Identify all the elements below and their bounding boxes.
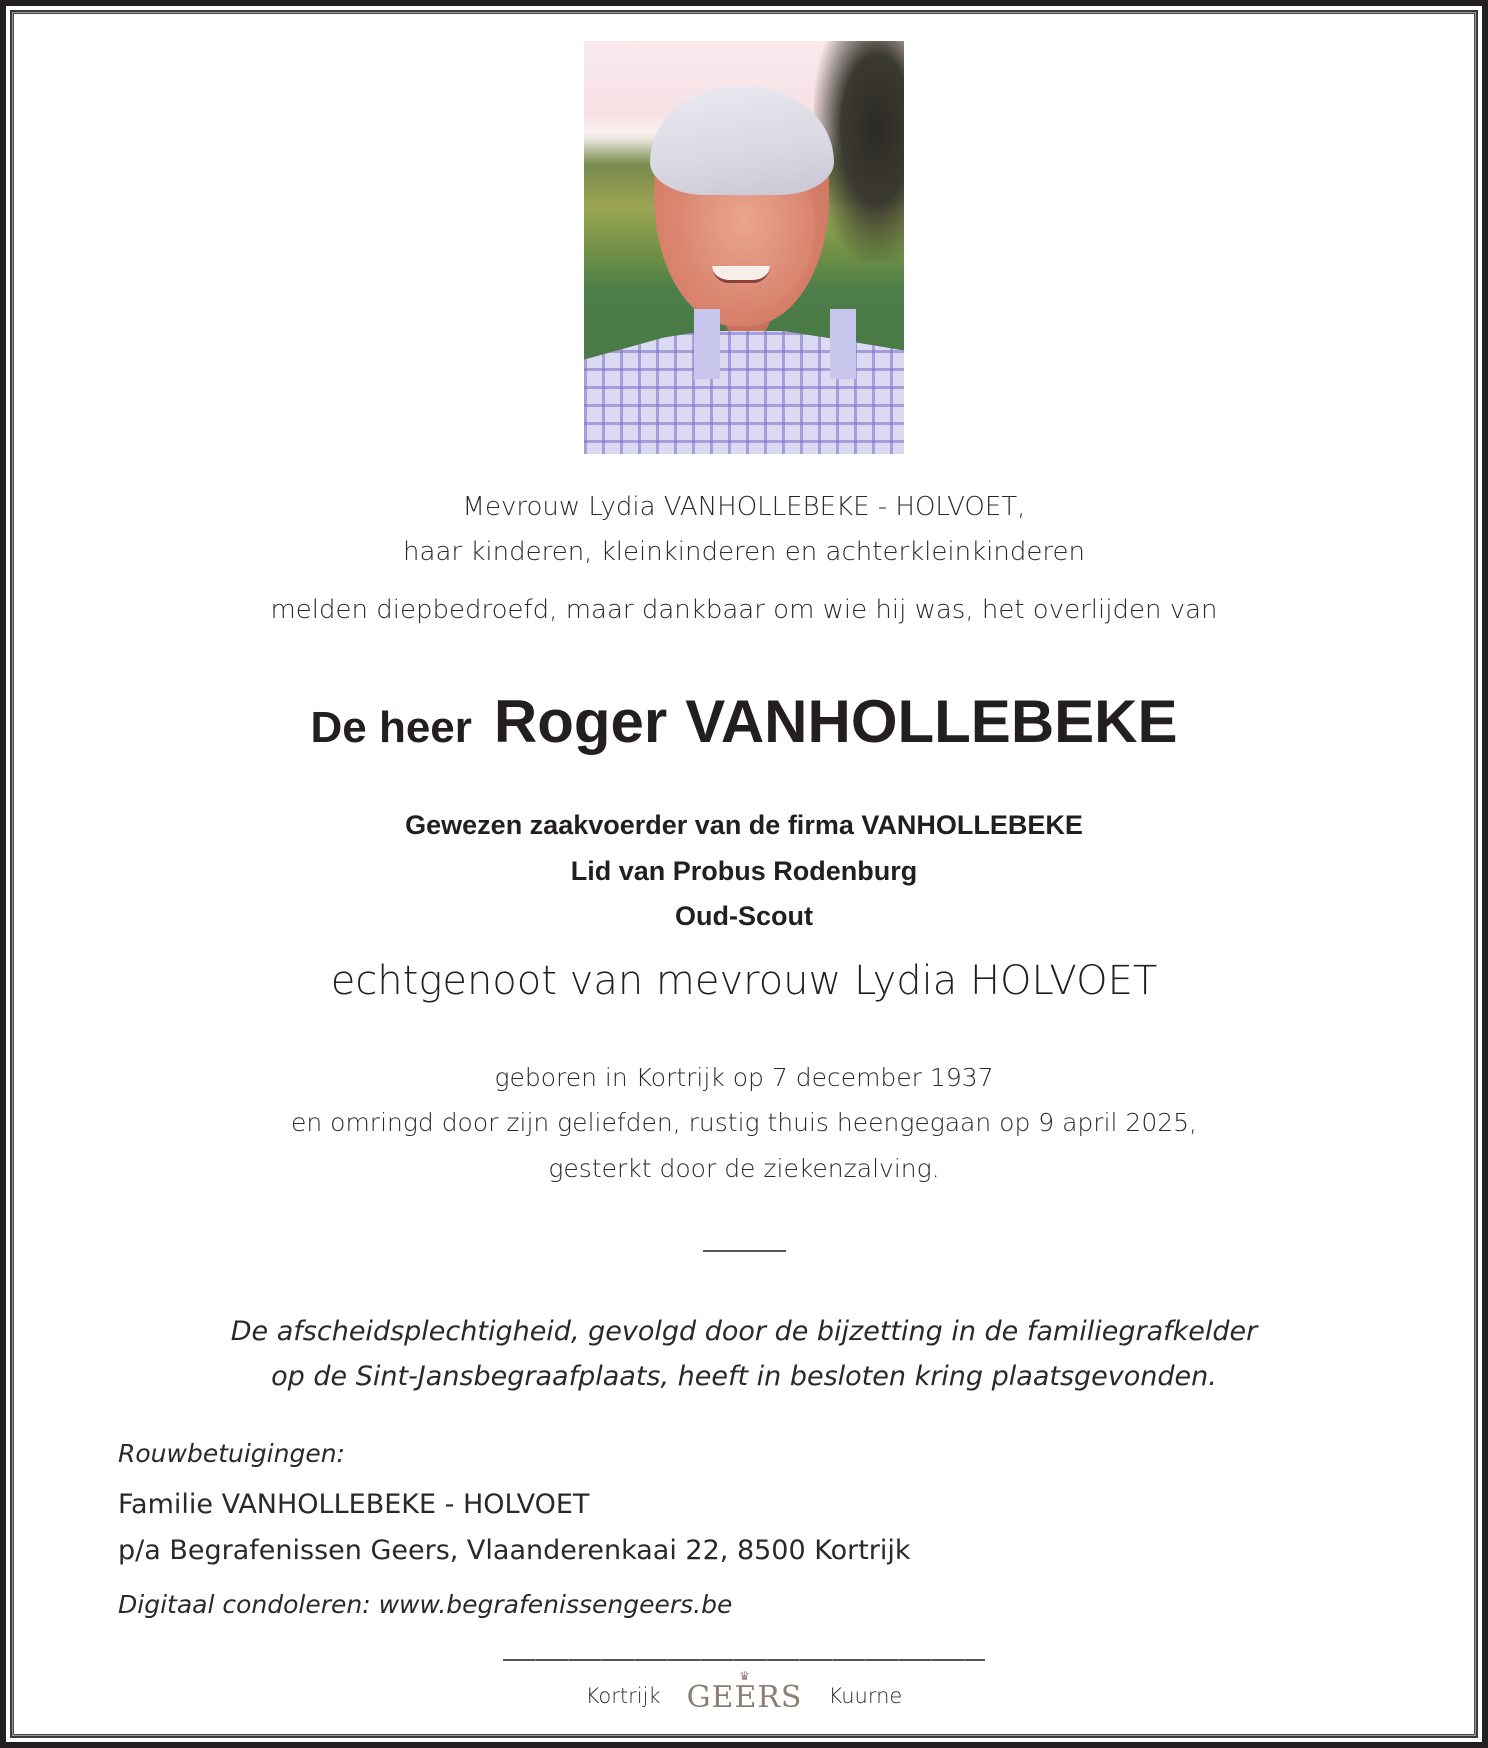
photo-smile (712, 266, 770, 283)
geers-logo (686, 1668, 803, 1715)
portrait-photo (584, 41, 904, 454)
funeral-home-footer (0, 1668, 1488, 1716)
sacrament-line: gesterkt door de ziekenzalving. (548, 1154, 940, 1183)
announcer-line-1: Mevrouw Lydia VANHOLLEBEKE - HOLVOET, (462, 492, 1026, 522)
crown-icon: ♛ (739, 1668, 750, 1683)
logo-wordmark: GEERS (686, 1679, 803, 1715)
function-line-3: Oud-Scout (675, 901, 813, 931)
deceased-prefix: De heer (310, 703, 472, 752)
announcer-line-2: haar kinderen, kleinkinderen en achterkleinkinderen (403, 537, 1085, 567)
deceased-given-name: Roger (493, 688, 668, 755)
footer-divider (503, 1659, 985, 1661)
condolences-heading: Rouwbetuigingen: (118, 1439, 345, 1468)
section-divider (703, 1250, 786, 1252)
announcer-line-3: melden diepbedroefd, maar dankbaar om wie hij was, het overlijden van (270, 595, 1218, 625)
condolences-family: Familie VANHOLLEBEKE - HOLVOET (118, 1489, 590, 1520)
birth-line: geboren in Kortrijk op 7 december 1937 (494, 1063, 994, 1092)
digital-condolences-link[interactable]: Digitaal condoleren: www.begrafenissengeers.be (118, 1590, 733, 1619)
photo-hair (650, 85, 834, 195)
ceremony-line-1: De afscheidsplechtigheid, gevolgd door de bijzetting in de familiegrafkelder (230, 1316, 1258, 1347)
function-line-1: Gewezen zaakvoerder van de firma VANHOLLEBEKE (405, 810, 1083, 840)
function-line-2: Lid van Probus Rodenburg (570, 856, 918, 886)
deceased-surname: VANHOLLEBEKE (685, 688, 1178, 755)
condolences-address: p/a Begrafenissen Geers, Vlaanderenkaai 22, 8500 Kortrijk (118, 1535, 911, 1566)
death-line: en omringd door zijn geliefden, rustig thuis heengegaan op 9 april 2025, (290, 1108, 1197, 1137)
footer-location-right: Kuurne (828, 1684, 903, 1708)
footer-location-left: Kortrijk (585, 1684, 661, 1708)
ceremony-line-2: op de Sint-Jansbegraafplaats, heeft in besloten kring plaatsgevonden. (271, 1361, 1217, 1392)
deceased-name (0, 687, 1488, 756)
spouse-line: echtgenoot van mevrouw Lydia HOLVOET (330, 958, 1158, 1004)
